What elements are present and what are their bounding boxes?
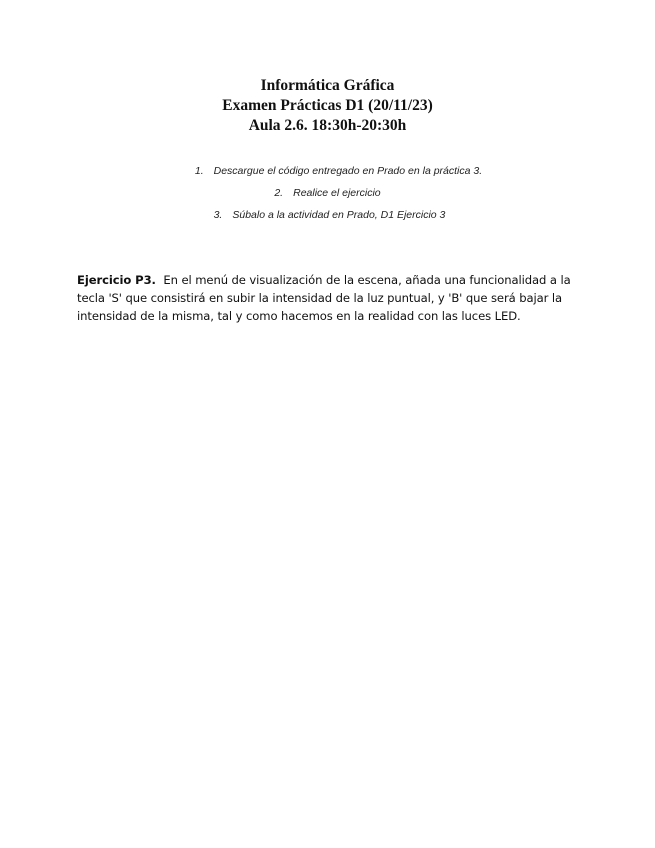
exercise-label: Ejercicio P3. — [77, 273, 156, 287]
exercise-text: En el menú de visualización de la escena, añada una funcionalidad a la tecla 'S' que consistirá en subir la intensidad de la luz puntual, y 'B' que será bajar la intensidad de la misma, tal y como hacemos en la realidad con las luces LED. — [77, 273, 571, 323]
list-item — [0, 204, 655, 226]
exercise-paragraph — [77, 271, 572, 325]
instructions-list — [0, 160, 655, 226]
list-item-text: Descargue el código entregado en Prado en la práctica 3. — [213, 165, 483, 177]
exam-location-time: Aula 2.6. 18:30h-20:30h — [248, 117, 407, 134]
course-title: Informática Gráfica — [260, 77, 395, 94]
list-item-number: 2. — [274, 187, 284, 199]
list-item-text: Súbalo a la actividad en Prado, D1 Ejercicio 3 — [232, 209, 446, 221]
exam-title: Examen Prácticas D1 (20/11/23) — [222, 97, 433, 114]
list-item-number: 3. — [213, 209, 223, 221]
list-item — [0, 160, 655, 182]
list-item-number: 1. — [194, 165, 204, 177]
list-item-text: Realice el ejercicio — [293, 187, 381, 199]
list-item — [0, 182, 655, 204]
document-header — [0, 76, 655, 136]
